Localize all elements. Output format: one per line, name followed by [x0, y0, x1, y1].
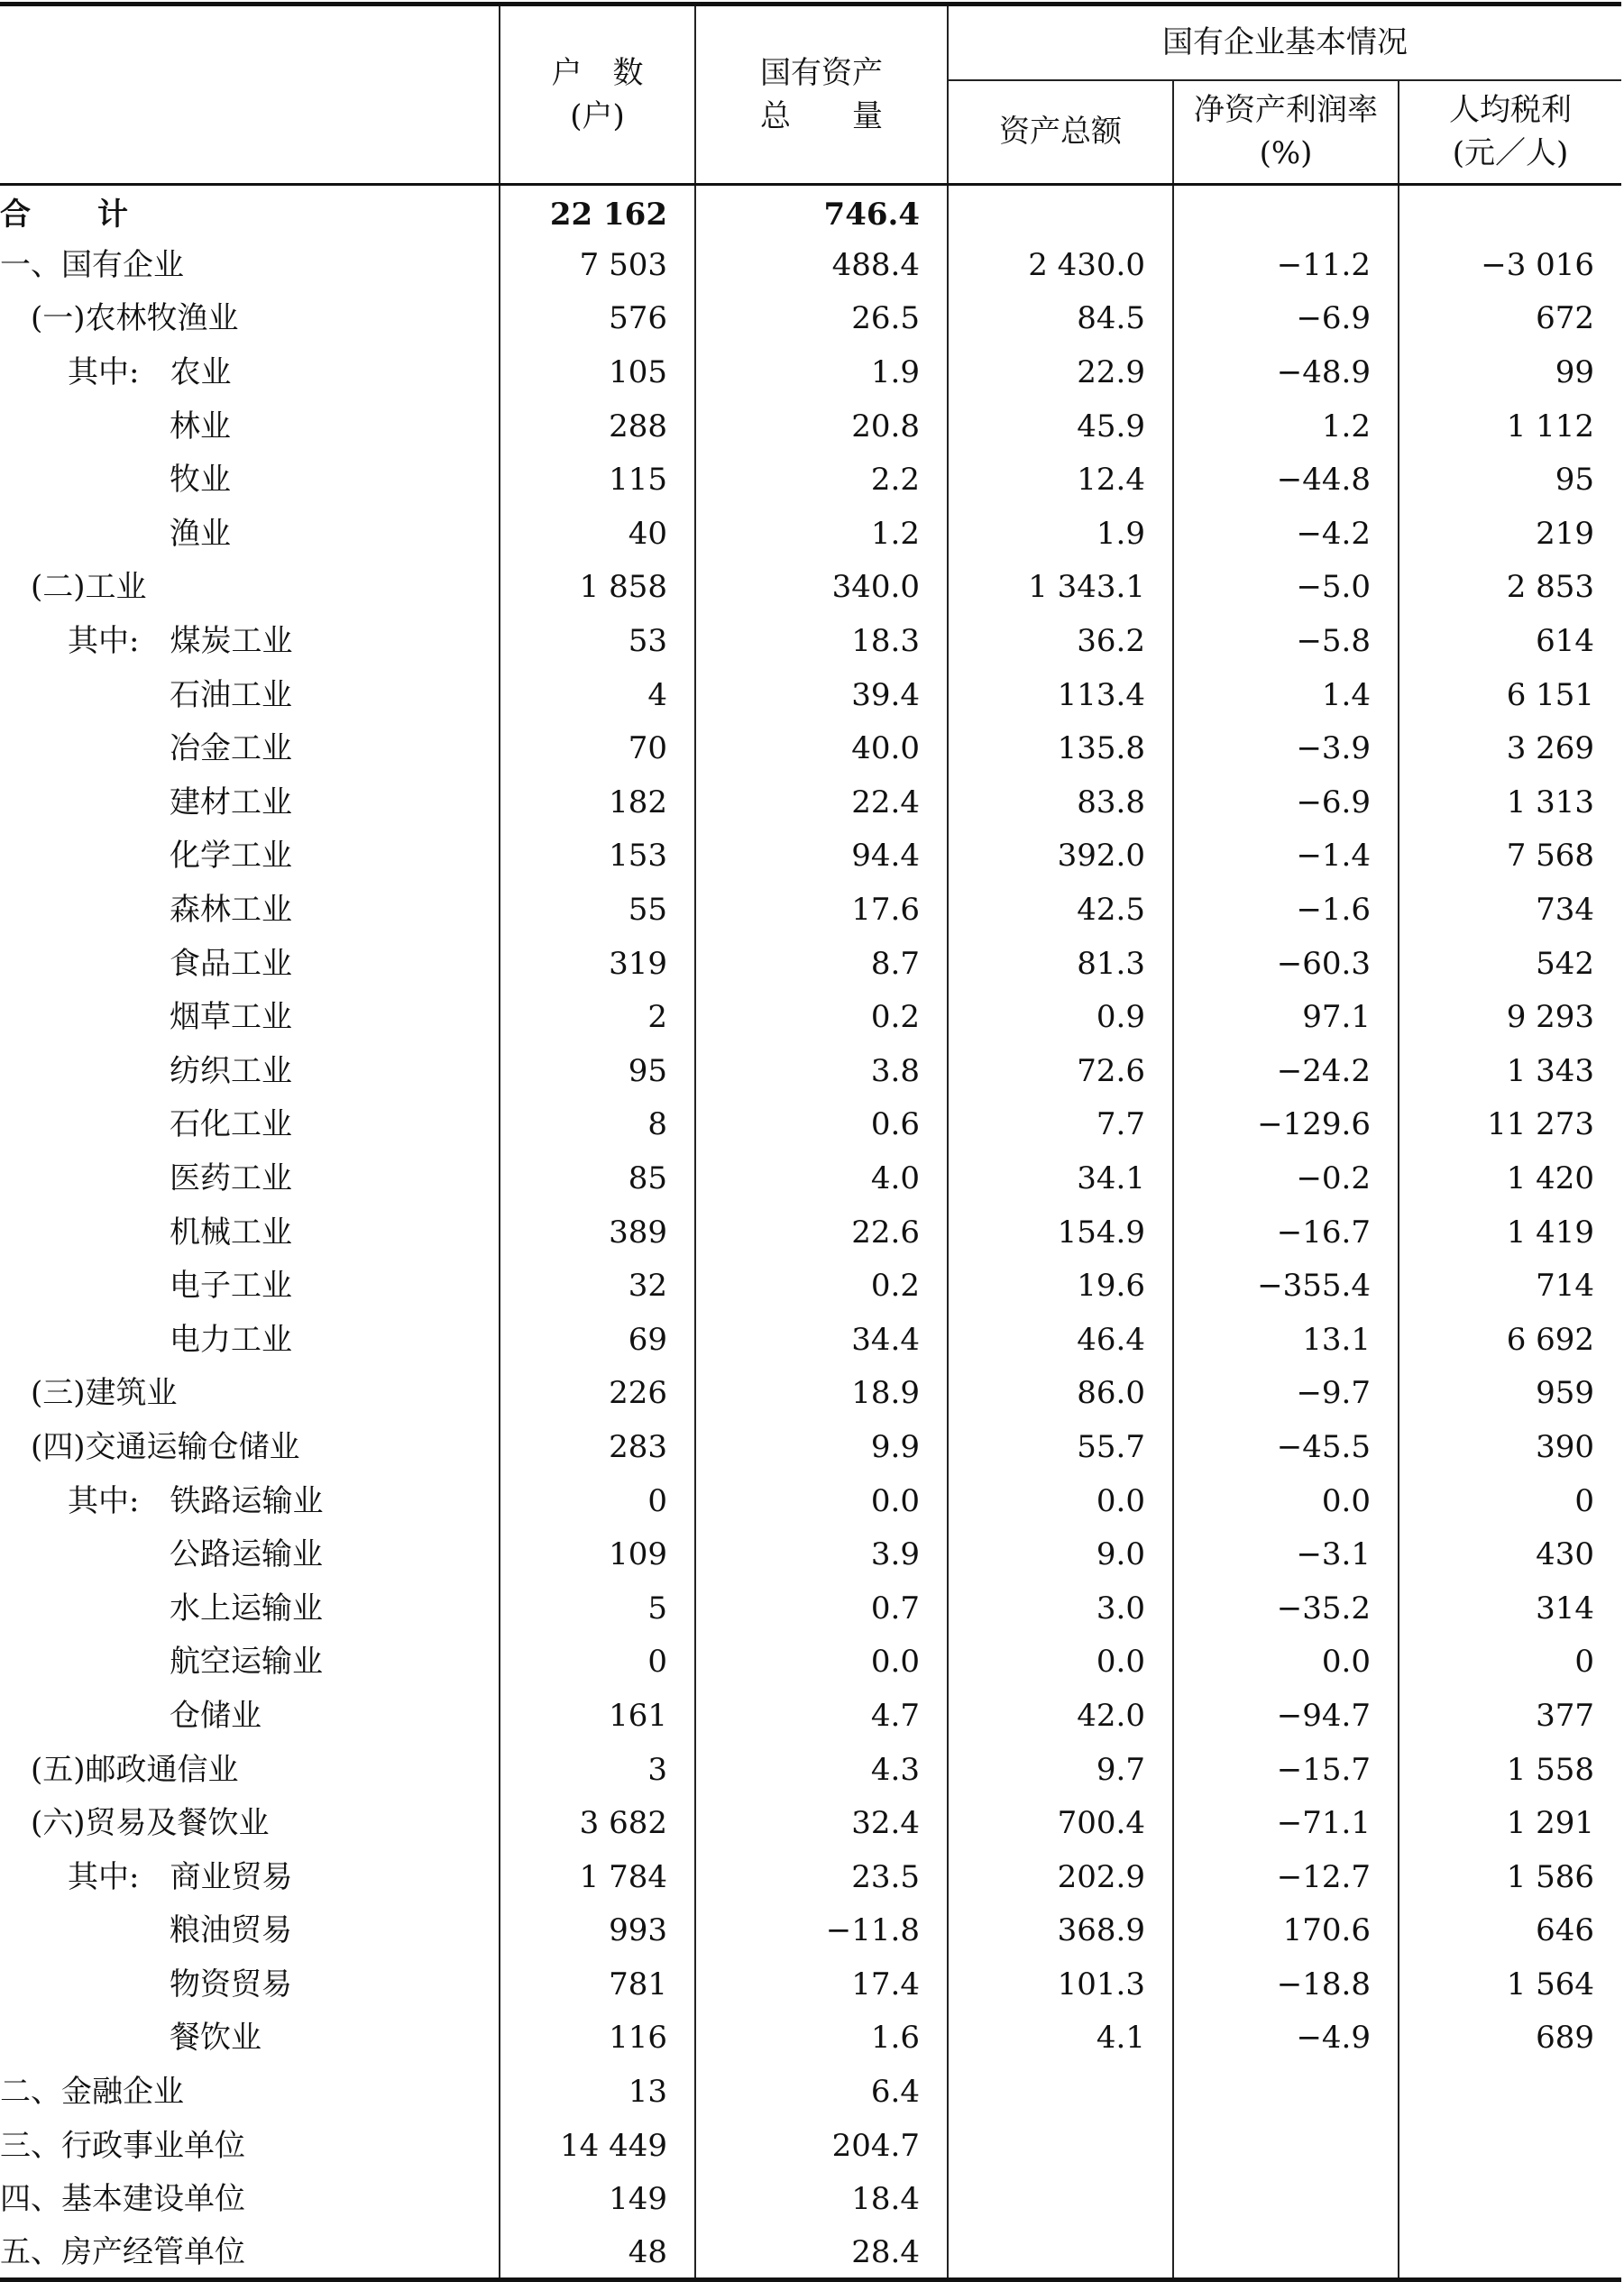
- roe-header: [1173, 80, 1399, 185]
- tax-per-capita-cell: 1 313: [1399, 775, 1621, 829]
- row-label: 食品工业: [170, 945, 292, 982]
- roe-cell: −44.8: [1173, 453, 1399, 507]
- table-row: [0, 1151, 1621, 1205]
- roe-cell: −5.0: [1173, 561, 1399, 615]
- tax-per-capita-cell: −3 016: [1399, 238, 1621, 292]
- household-count-cell: 993: [500, 1904, 695, 1958]
- household-count-cell: 8: [500, 1098, 695, 1152]
- roe-cell: 0.0: [1173, 1636, 1399, 1690]
- tax-per-capita-cell: 3 269: [1399, 721, 1621, 775]
- tax-per-capita-cell: 734: [1399, 883, 1621, 937]
- row-label: 纺织工业: [170, 1052, 292, 1089]
- tax-per-capita-cell: 689: [1399, 2012, 1621, 2066]
- total-assets-cell: 1 343.1: [948, 561, 1173, 615]
- tax-per-capita-cell: 0: [1399, 1636, 1621, 1690]
- roe-cell: −24.2: [1173, 1044, 1399, 1098]
- state-assets-cell: 32.4: [695, 1796, 948, 1850]
- household-count-cell: 116: [500, 2012, 695, 2066]
- total-assets-cell: 135.8: [948, 721, 1173, 775]
- roe-cell: 0.0: [1173, 1474, 1399, 1528]
- roe-cell: −15.7: [1173, 1743, 1399, 1797]
- household-count-cell: 13: [500, 2065, 695, 2119]
- tax-per-capita-cell: 1 586: [1399, 1850, 1621, 1904]
- total-assets-cell: 42.5: [948, 883, 1173, 937]
- total-assets-cell: 46.4: [948, 1313, 1173, 1367]
- table-row: [0, 1044, 1621, 1098]
- tax-per-capita-cell: 2 853: [1399, 561, 1621, 615]
- household-count-cell: 0: [500, 1636, 695, 1690]
- household-count-cell: 781: [500, 1957, 695, 2012]
- row-label: 石化工业: [170, 1106, 292, 1143]
- row-label: (四)交通运输仓储业: [31, 1428, 300, 1465]
- state-assets-cell: 22.6: [695, 1205, 948, 1260]
- total-assets-cell: 1.9: [948, 507, 1173, 561]
- row-label: (三)建筑业: [31, 1375, 178, 1412]
- total-assets-cell: 368.9: [948, 1904, 1173, 1958]
- state-assets-cell: 17.6: [695, 883, 948, 937]
- state-assets-cell: 0.0: [695, 1474, 948, 1528]
- state-assets-cell: 4.0: [695, 1151, 948, 1205]
- total-assets-cell: 113.4: [948, 668, 1173, 722]
- state-assets-cell: 1.6: [695, 2012, 948, 2066]
- total-assets-cell: 9.7: [948, 1743, 1173, 1797]
- row-label: 石油工业: [170, 676, 292, 713]
- household-count-cell: 1 784: [500, 1850, 695, 1904]
- roe-cell: [1173, 2172, 1399, 2226]
- state-assets-cell: 9.9: [695, 1420, 948, 1474]
- state-assets-cell: 20.8: [695, 399, 948, 454]
- household-count-cell: 4: [500, 668, 695, 722]
- roe-cell: −6.9: [1173, 775, 1399, 829]
- tax-per-capita-cell: [1399, 2065, 1621, 2119]
- household-count-cell: 7 503: [500, 238, 695, 292]
- state-assets-cell: 22.4: [695, 775, 948, 829]
- total-assets-cell: 84.5: [948, 292, 1173, 346]
- row-label: 餐饮业: [170, 2020, 261, 2057]
- tax-per-capita-cell: [1399, 2172, 1621, 2226]
- household-count-cell: 32: [500, 1259, 695, 1313]
- total-assets-cell: [948, 2119, 1173, 2173]
- total-assets-header: 资产总额: [948, 80, 1173, 185]
- tax-per-capita-cell: 377: [1399, 1689, 1621, 1743]
- household-count-title: 户 数: [551, 54, 644, 91]
- state-assets-cell: 34.4: [695, 1313, 948, 1367]
- household-count-cell: 153: [500, 829, 695, 884]
- household-count-cell: 48: [500, 2226, 695, 2280]
- row-label: 公路运输业: [170, 1536, 323, 1573]
- tax-per-capita-header: [1399, 80, 1621, 185]
- table-row: [0, 829, 1621, 884]
- state-assets-cell: 18.4: [695, 2172, 948, 2226]
- tax-per-capita-cell: 390: [1399, 1420, 1621, 1474]
- household-count-cell: 85: [500, 1151, 695, 1205]
- roe-cell: −16.7: [1173, 1205, 1399, 1260]
- tax-per-capita-cell: 99: [1399, 345, 1621, 399]
- state-assets-cell: 746.4: [695, 185, 948, 239]
- household-count-cell: 69: [500, 1313, 695, 1367]
- table-row: [0, 721, 1621, 775]
- table-row: [0, 614, 1621, 668]
- tax-per-capita-cell: 1 564: [1399, 1957, 1621, 2012]
- total-assets-cell: [948, 2065, 1173, 2119]
- table-row: [0, 1957, 1621, 2012]
- tax-per-capita-cell: [1399, 185, 1621, 239]
- household-count-cell: 389: [500, 1205, 695, 1260]
- tax-per-capita-cell: 11 273: [1399, 1098, 1621, 1152]
- roe-cell: 1.4: [1173, 668, 1399, 722]
- household-count-cell: 70: [500, 721, 695, 775]
- table-row: [0, 1420, 1621, 1474]
- roe-cell: [1173, 185, 1399, 239]
- row-label: 林业: [170, 408, 231, 444]
- state-assets-cell: 4.3: [695, 1743, 948, 1797]
- row-label: (二)工业: [31, 569, 147, 606]
- household-count-cell: 115: [500, 453, 695, 507]
- row-label: 仓储业: [170, 1697, 261, 1734]
- total-assets-cell: 19.6: [948, 1259, 1173, 1313]
- total-assets-cell: 4.1: [948, 2012, 1173, 2066]
- state-assets-cell: 0.7: [695, 1581, 948, 1636]
- row-label: 建材工业: [170, 784, 292, 820]
- roe-cell: 97.1: [1173, 990, 1399, 1044]
- table-row: [0, 1581, 1621, 1636]
- household-count-cell: 105: [500, 345, 695, 399]
- roe-cell: −1.4: [1173, 829, 1399, 884]
- row-label: 森林工业: [170, 892, 292, 929]
- roe-cell: −71.1: [1173, 1796, 1399, 1850]
- state-assets-cell: 94.4: [695, 829, 948, 884]
- tax-per-capita-title: 人均税利: [1449, 91, 1573, 128]
- table-row: [0, 1743, 1621, 1797]
- total-assets-cell: 55.7: [948, 1420, 1173, 1474]
- soe-basic-info-header: 国有企业基本情况: [948, 5, 1621, 80]
- row-label-header: [0, 5, 500, 185]
- tax-per-capita-cell: 314: [1399, 1581, 1621, 1636]
- roe-cell: −6.9: [1173, 292, 1399, 346]
- table-header: [0, 5, 1621, 185]
- roe-title: 净资产利润率: [1194, 91, 1378, 128]
- row-label: 机械工业: [170, 1214, 292, 1251]
- total-assets-cell: 45.9: [948, 399, 1173, 454]
- table-row: [0, 1527, 1621, 1581]
- tax-per-capita-cell: 6 692: [1399, 1313, 1621, 1367]
- row-label: 电力工业: [170, 1321, 292, 1358]
- row-label: (六)贸易及餐饮业: [31, 1805, 270, 1842]
- household-count-cell: 14 449: [500, 2119, 695, 2173]
- roe-cell: −355.4: [1173, 1259, 1399, 1313]
- total-assets-cell: 81.3: [948, 937, 1173, 991]
- row-label: 其中: 商业贸易: [68, 1858, 293, 1895]
- table-row: [0, 883, 1621, 937]
- roe-unit: (%): [1259, 135, 1313, 172]
- table-row: [0, 1850, 1621, 1904]
- roe-cell: −1.6: [1173, 883, 1399, 937]
- table-row: [0, 2226, 1621, 2280]
- row-label: 冶金工业: [170, 730, 292, 767]
- table-row: [0, 775, 1621, 829]
- table-row: [0, 1205, 1621, 1260]
- table-row: [0, 668, 1621, 722]
- table-row: [0, 1904, 1621, 1958]
- roe-cell: 13.1: [1173, 1313, 1399, 1367]
- table-row: [0, 1636, 1621, 1690]
- household-count-cell: 109: [500, 1527, 695, 1581]
- total-assets-cell: 101.3: [948, 1957, 1173, 2012]
- table-row: [0, 292, 1621, 346]
- row-label: 电子工业: [170, 1268, 292, 1305]
- tax-per-capita-cell: [1399, 2119, 1621, 2173]
- tax-per-capita-cell: 959: [1399, 1367, 1621, 1421]
- table-row: [0, 345, 1621, 399]
- state-assets-cell: 1.9: [695, 345, 948, 399]
- row-label: 烟草工业: [170, 999, 292, 1036]
- state-assets-cell: 0.2: [695, 990, 948, 1044]
- row-label: 三、行政事业单位: [0, 2127, 245, 2164]
- tax-per-capita-cell: 219: [1399, 507, 1621, 561]
- state-assets-cell: 0.6: [695, 1098, 948, 1152]
- household-count-cell: 5: [500, 1581, 695, 1636]
- row-label: 物资贸易: [170, 1966, 292, 2002]
- household-count-header: [500, 5, 695, 185]
- tax-per-capita-cell: 95: [1399, 453, 1621, 507]
- tax-per-capita-cell: 1 420: [1399, 1151, 1621, 1205]
- state-assets-cell: 6.4: [695, 2065, 948, 2119]
- total-assets-cell: 72.6: [948, 1044, 1173, 1098]
- tax-per-capita-cell: 430: [1399, 1527, 1621, 1581]
- table-row: [0, 1098, 1621, 1152]
- row-label: 化学工业: [170, 838, 292, 875]
- household-count-cell: 1 858: [500, 561, 695, 615]
- table-body: [0, 185, 1621, 2280]
- total-assets-cell: 0.9: [948, 990, 1173, 1044]
- state-assets-cell: 0.0: [695, 1636, 948, 1690]
- row-label: 粮油贸易: [170, 1912, 292, 1949]
- total-assets-cell: 0.0: [948, 1636, 1173, 1690]
- table-row: [0, 2065, 1621, 2119]
- table-row: [0, 399, 1621, 454]
- household-count-cell: 3: [500, 1743, 695, 1797]
- row-label: 医药工业: [170, 1159, 292, 1196]
- state-assets-cell: 2.2: [695, 453, 948, 507]
- row-label: 水上运输业: [170, 1590, 323, 1627]
- total-assets-cell: 154.9: [948, 1205, 1173, 1260]
- tax-per-capita-cell: 1 419: [1399, 1205, 1621, 1260]
- tax-per-capita-unit: (元／人): [1452, 135, 1569, 172]
- row-label: 二、金融企业: [0, 2074, 184, 2111]
- roe-cell: −35.2: [1173, 1581, 1399, 1636]
- roe-cell: −18.8: [1173, 1957, 1399, 2012]
- total-assets-cell: 2 430.0: [948, 238, 1173, 292]
- roe-cell: −4.9: [1173, 2012, 1399, 2066]
- tax-per-capita-cell: 6 151: [1399, 668, 1621, 722]
- row-label: (五)邮政通信业: [31, 1751, 239, 1788]
- tax-per-capita-cell: 646: [1399, 1904, 1621, 1958]
- roe-cell: −3.9: [1173, 721, 1399, 775]
- total-assets-cell: [948, 2172, 1173, 2226]
- tax-per-capita-cell: 1 291: [1399, 1796, 1621, 1850]
- state-assets-header: [695, 5, 948, 185]
- roe-cell: [1173, 2119, 1399, 2173]
- row-label: (一)农林牧渔业: [31, 300, 239, 337]
- household-count-cell: 319: [500, 937, 695, 991]
- roe-cell: [1173, 2065, 1399, 2119]
- household-count-cell: 55: [500, 883, 695, 937]
- total-assets-cell: 86.0: [948, 1367, 1173, 1421]
- household-count-cell: 288: [500, 399, 695, 454]
- row-label: 航空运输业: [170, 1644, 323, 1681]
- roe-cell: −0.2: [1173, 1151, 1399, 1205]
- tax-per-capita-cell: 672: [1399, 292, 1621, 346]
- total-assets-cell: 700.4: [948, 1796, 1173, 1850]
- row-label: 渔业: [170, 515, 231, 552]
- roe-cell: −45.5: [1173, 1420, 1399, 1474]
- household-count-cell: 53: [500, 614, 695, 668]
- tax-per-capita-cell: 714: [1399, 1259, 1621, 1313]
- roe-cell: 170.6: [1173, 1904, 1399, 1958]
- state-assets-cell: 204.7: [695, 2119, 948, 2173]
- total-assets-cell: 0.0: [948, 1474, 1173, 1528]
- household-count-cell: 149: [500, 2172, 695, 2226]
- table-row: [0, 238, 1621, 292]
- total-assets-cell: 7.7: [948, 1098, 1173, 1152]
- state-assets-cell: 18.3: [695, 614, 948, 668]
- household-count-cell: 2: [500, 990, 695, 1044]
- roe-cell: −5.8: [1173, 614, 1399, 668]
- tax-per-capita-cell: 1 112: [1399, 399, 1621, 454]
- total-assets-cell: 392.0: [948, 829, 1173, 884]
- table-row: [0, 937, 1621, 991]
- table-row: [0, 1259, 1621, 1313]
- roe-cell: −3.1: [1173, 1527, 1399, 1581]
- table-row: [0, 2012, 1621, 2066]
- tax-per-capita-cell: 1 558: [1399, 1743, 1621, 1797]
- household-count-cell: 226: [500, 1367, 695, 1421]
- roe-cell: 1.2: [1173, 399, 1399, 454]
- roe-cell: −11.2: [1173, 238, 1399, 292]
- state-assets-cell: 26.5: [695, 292, 948, 346]
- total-assets-cell: 34.1: [948, 1151, 1173, 1205]
- table-row: [0, 1796, 1621, 1850]
- row-label: 其中: 煤炭工业: [68, 623, 293, 660]
- household-count-unit: (户): [570, 98, 625, 134]
- state-assets-cell: 4.7: [695, 1689, 948, 1743]
- roe-cell: −12.7: [1173, 1850, 1399, 1904]
- total-assets-cell: 42.0: [948, 1689, 1173, 1743]
- table-row: [0, 2172, 1621, 2226]
- state-assets-title-line2: 总 量: [760, 98, 883, 134]
- tax-per-capita-cell: 614: [1399, 614, 1621, 668]
- state-assets-cell: 18.9: [695, 1367, 948, 1421]
- household-count-cell: 22 162: [500, 185, 695, 239]
- household-count-cell: 161: [500, 1689, 695, 1743]
- total-assets-cell: 83.8: [948, 775, 1173, 829]
- table-row: [0, 507, 1621, 561]
- row-label: 五、房产经管单位: [0, 2226, 500, 2280]
- row-label: 一、国有企业: [0, 246, 184, 283]
- state-assets-cell: 1.2: [695, 507, 948, 561]
- tax-per-capita-cell: 0: [1399, 1474, 1621, 1528]
- household-count-cell: 576: [500, 292, 695, 346]
- table-row: [0, 2119, 1621, 2173]
- total-assets-cell: 202.9: [948, 1850, 1173, 1904]
- roe-cell: −94.7: [1173, 1689, 1399, 1743]
- table-row: [0, 1474, 1621, 1528]
- roe-cell: −60.3: [1173, 937, 1399, 991]
- household-count-cell: 3 682: [500, 1796, 695, 1850]
- total-assets-cell: [948, 185, 1173, 239]
- total-assets-cell: 9.0: [948, 1527, 1173, 1581]
- household-count-cell: 40: [500, 507, 695, 561]
- roe-cell: −4.2: [1173, 507, 1399, 561]
- state-assets-cell: 39.4: [695, 668, 948, 722]
- table-row: [0, 453, 1621, 507]
- tax-per-capita-cell: 9 293: [1399, 990, 1621, 1044]
- state-assets-cell: −11.8: [695, 1904, 948, 1958]
- tax-per-capita-cell: 7 568: [1399, 829, 1621, 884]
- state-assets-cell: 3.8: [695, 1044, 948, 1098]
- row-label: 四、基本建设单位: [0, 2181, 245, 2218]
- table-row: [0, 1367, 1621, 1421]
- total-assets-cell: 22.9: [948, 345, 1173, 399]
- roe-cell: −9.7: [1173, 1367, 1399, 1421]
- total-assets-cell: 12.4: [948, 453, 1173, 507]
- state-assets-title-line1: 国有资产: [760, 54, 883, 91]
- row-label: 合 计: [0, 197, 130, 234]
- state-assets-cell: 28.4: [695, 2226, 948, 2280]
- table-row: [0, 1313, 1621, 1367]
- row-label: 其中: 铁路运输业: [68, 1482, 324, 1519]
- roe-cell: [1173, 2226, 1399, 2280]
- table-row: [0, 1689, 1621, 1743]
- table-row: [0, 561, 1621, 615]
- tax-per-capita-cell: 1 343: [1399, 1044, 1621, 1098]
- total-assets-cell: 3.0: [948, 1581, 1173, 1636]
- state-assets-cell: 3.9: [695, 1527, 948, 1581]
- row-label: 其中: 农业: [68, 354, 232, 391]
- state-assets-cell: 340.0: [695, 561, 948, 615]
- table-row: [0, 990, 1621, 1044]
- roe-cell: −48.9: [1173, 345, 1399, 399]
- household-count-cell: 182: [500, 775, 695, 829]
- state-assets-cell: 23.5: [695, 1850, 948, 1904]
- tax-per-capita-cell: [1399, 2226, 1621, 2280]
- household-count-cell: 95: [500, 1044, 695, 1098]
- household-count-cell: 0: [500, 1474, 695, 1528]
- total-row: [0, 185, 1621, 239]
- state-assets-cell: 8.7: [695, 937, 948, 991]
- state-assets-cell: 0.2: [695, 1259, 948, 1313]
- household-count-cell: 283: [500, 1420, 695, 1474]
- row-label: 牧业: [170, 462, 231, 499]
- total-assets-cell: 36.2: [948, 614, 1173, 668]
- state-assets-cell: 488.4: [695, 238, 948, 292]
- roe-cell: −129.6: [1173, 1098, 1399, 1152]
- state-assets-table: [0, 2, 1621, 2282]
- tax-per-capita-cell: 542: [1399, 937, 1621, 991]
- state-assets-cell: 40.0: [695, 721, 948, 775]
- state-assets-cell: 17.4: [695, 1957, 948, 2012]
- total-assets-cell: [948, 2226, 1173, 2280]
